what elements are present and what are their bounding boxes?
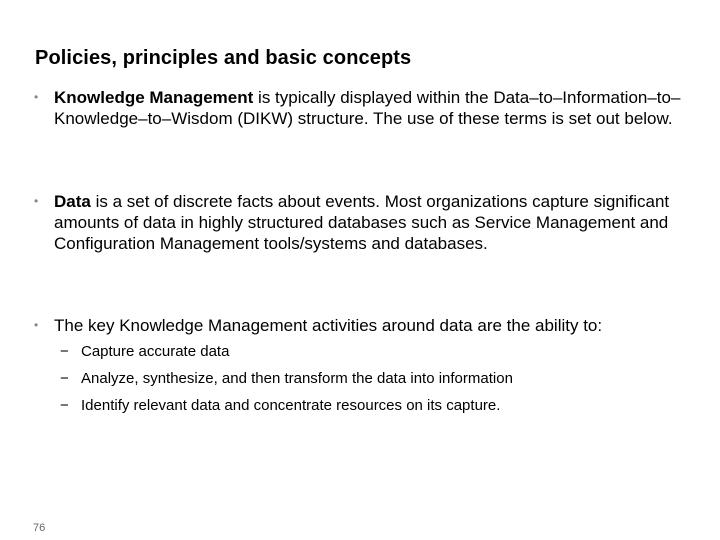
dash-icon: − [60,397,69,414]
sub-bullet-list [60,342,700,423]
sub-bullet-text: Capture accurate data [81,343,230,360]
sub-bullet-text: Analyze, synthesize, and then transform the data into information [81,370,513,387]
bullet-icon: • [34,90,39,104]
bullet-bold-term: Knowledge Management [54,88,254,107]
page-title: Policies, principles and basic concepts [35,47,412,69]
bullet-body: is typically displayed within the Data–to–Information–to–Knowledge–to–Wisdom (DIKW) structure. The use of these terms is set out below. [54,88,681,128]
dash-icon: − [60,343,69,360]
bullet-body: The key Knowledge Management activities around data are the ability to: [54,316,603,335]
sub-bullet-text: Identify relevant data and concentrate resources on its capture. [81,397,501,414]
page-number: 76 [33,522,46,534]
bullet-bold-term: Data [54,192,91,211]
bullet-text [54,87,704,129]
bullet-text [54,191,704,254]
dash-icon: − [60,370,69,387]
bullet-icon: • [34,318,39,332]
bullet-text [54,315,704,336]
sub-bullet-item [60,369,700,396]
bullet-icon: • [34,194,39,208]
bullet-body: is a set of discrete facts about events. Most organizations capture significant amounts of data in highly structured databases such as Service Management and Configuration Management tools/systems and databases. [54,192,670,253]
sub-bullet-item [60,396,700,423]
sub-bullet-item [60,342,700,369]
